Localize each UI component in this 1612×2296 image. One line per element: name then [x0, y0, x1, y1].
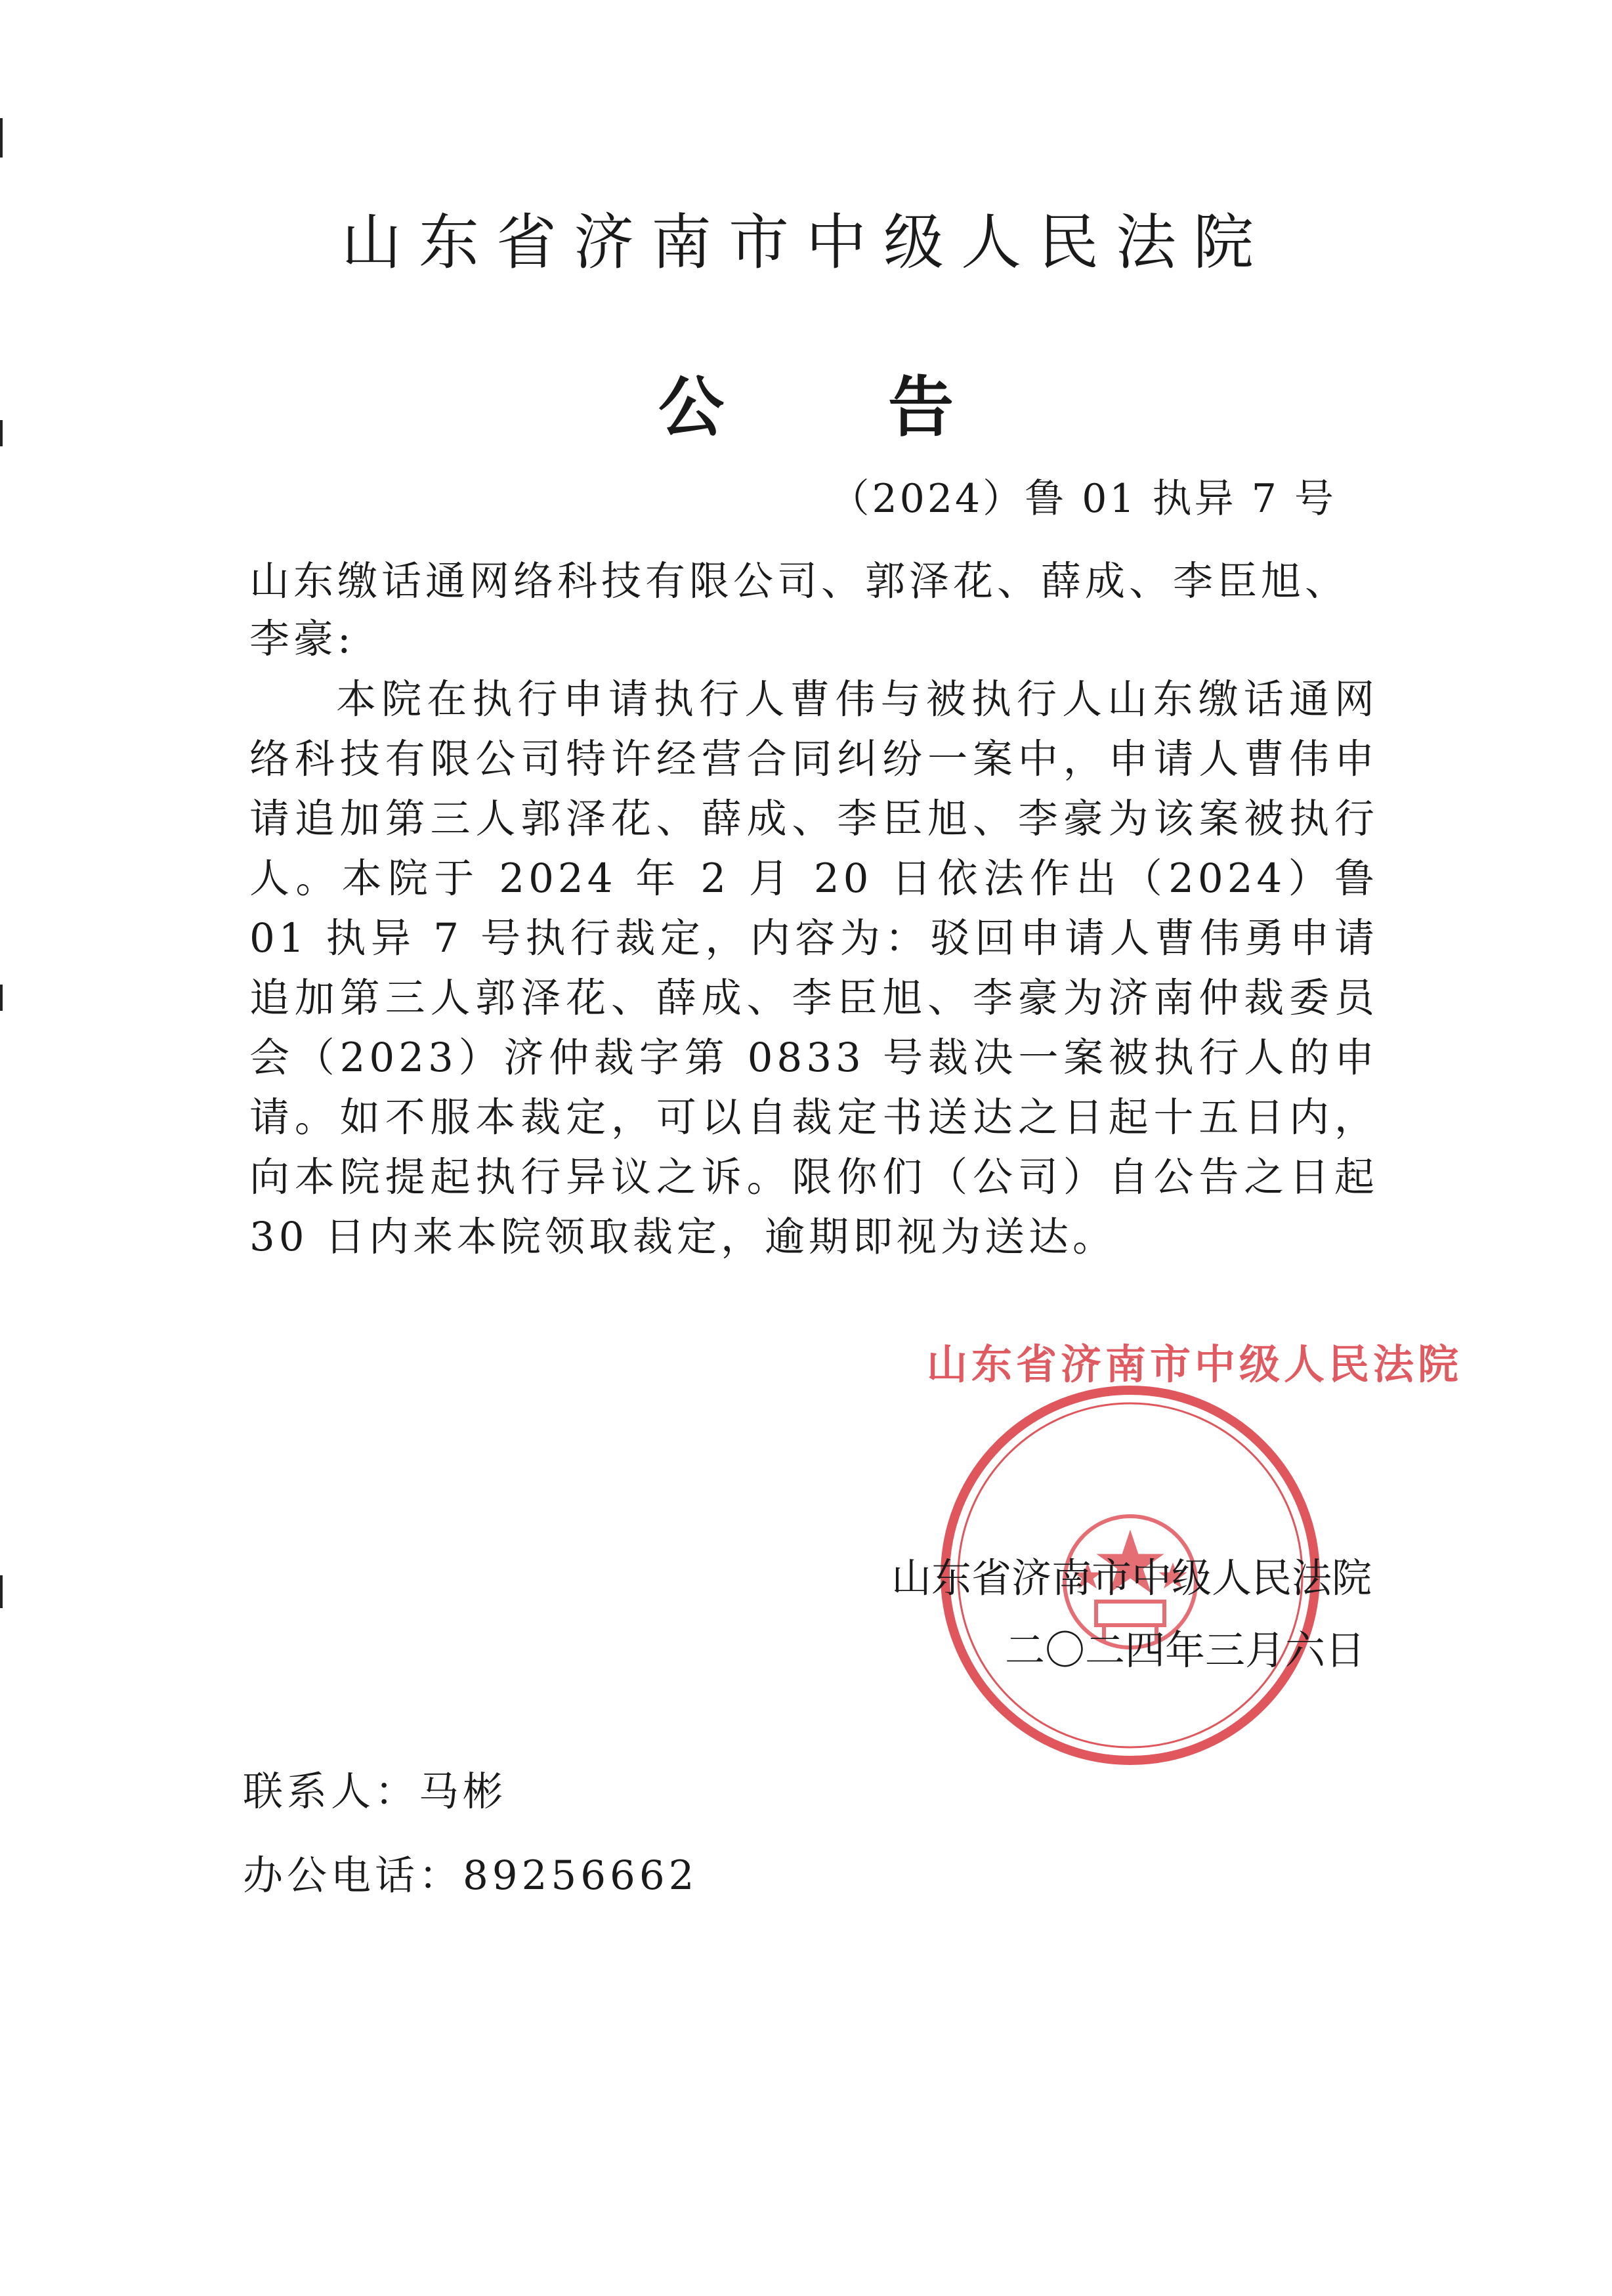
court-name-heading: 山东省济南市中级人民法院 — [341, 207, 1271, 278]
contact-phone: 办公电话：89256662 — [243, 1852, 698, 1899]
seal-text: 山东省济南市中级人民法院 — [927, 1340, 1463, 1388]
signature-block — [847, 1542, 1372, 1687]
title-char-2: 告 — [888, 368, 954, 446]
document-title — [0, 364, 1612, 450]
signature-court: 山东省济南市中级人民法院 — [891, 1555, 1372, 1602]
case-number: （2024）鲁 01 执异 7 号 — [830, 476, 1336, 522]
signature-date: 二〇二四年三月六日 — [1004, 1627, 1365, 1674]
title-char-1: 公 — [658, 368, 724, 446]
scan-edge-mark — [0, 1575, 3, 1608]
scan-edge-mark — [0, 985, 3, 1011]
scan-edge-mark — [0, 118, 3, 158]
announcement-body: 本院在执行申请执行人曹伟与被执行人山东缴话通网络科技有限公司特许经营合同纠纷一案中，申请人曹伟申请追加第三人郭泽花、薛成、李臣旭、李豪为该案被执行人。本院于 2024 年 2 月 20 日依法作出（2024）鲁 01 执异 7 号执行裁定，内容为：驳回申请人曹伟勇申请追加第三人郭泽花、薛成、李臣旭、李豪为济南仲裁委员会（2023）济仲裁字第 0833 号裁决一案被执行人的申请。如不服本裁定，可以自裁定书送达之日起十五日内，向本院提起执行异议之诉。限你们（公司）自公告之日起 30 日内来本院领取裁定，逾期即视为送达。 — [249, 676, 1378, 1260]
contact-person: 联系人：马彬 — [243, 1768, 507, 1815]
addressee: 山东缴话通网络科技有限公司、郭泽花、薛成、李臣旭、李豪: — [249, 558, 1349, 662]
